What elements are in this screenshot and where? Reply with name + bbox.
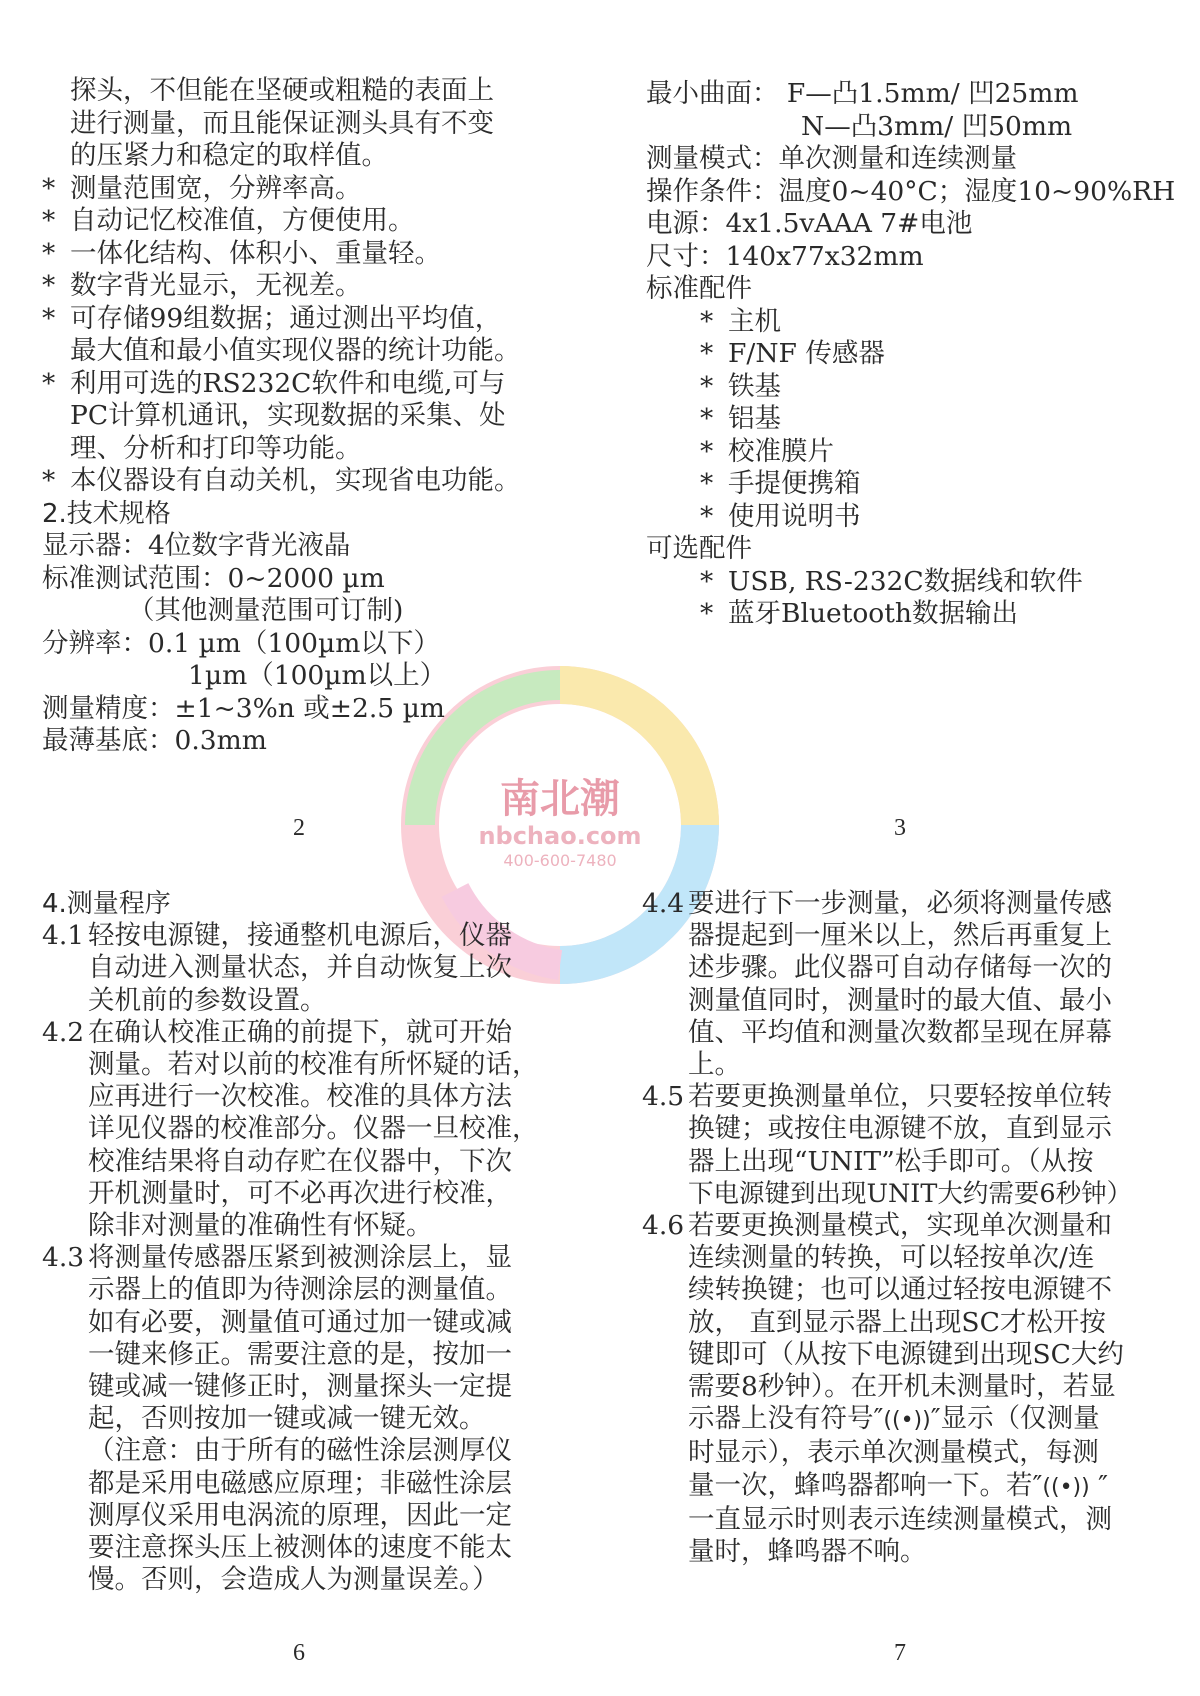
bullet-item <box>42 368 582 466</box>
text-line: 除非对测量的准确性有怀疑。 <box>88 1210 433 1242</box>
spec-line: 最小曲面： F—凸1.5mm/ 凹25mm <box>646 78 1079 109</box>
bullet-mark: * <box>700 598 714 629</box>
bullet-mark: * <box>700 403 714 434</box>
page-2-column <box>42 75 582 758</box>
text-line: 若要更换测量单位，只要轻按单位转 <box>688 1081 1112 1113</box>
bullet-item <box>42 238 582 271</box>
text-fragment: 示器上没有符号″ <box>688 1403 884 1435</box>
spec-line: 最薄基底：0.3mm <box>42 725 267 756</box>
accessory-label: 铝基 <box>728 403 781 434</box>
accessory-label: F/NF 传感器 <box>728 338 885 369</box>
text-line <box>688 1470 1190 1504</box>
text-line: 续转换键；也可以通过轻按电源键不 <box>688 1274 1112 1306</box>
accessory-item <box>700 338 1186 371</box>
svg-text:nbchao.com: nbchao.com <box>478 822 642 850</box>
text-line: 上。 <box>688 1049 741 1081</box>
page-6-column <box>42 888 587 1596</box>
standard-accessories-list <box>646 306 1186 534</box>
text-fragment: ″ <box>1089 1469 1109 1501</box>
text-line: 需要8秒钟）。在开机未测量时，若显 <box>688 1371 1116 1403</box>
page-number: 7 <box>894 1640 906 1666</box>
bullet-mark: * <box>700 500 714 532</box>
procedure-item <box>642 1210 1190 1568</box>
text-line: 时显示），表示单次测量模式，每测 <box>688 1437 1099 1469</box>
page-3-column <box>646 78 1186 631</box>
bullet-mark: * <box>42 367 56 399</box>
bullet-mark: * <box>700 435 714 467</box>
spec-line: 显示器：4位数字背光液晶 <box>42 530 351 561</box>
text-line: PC计算机通讯，实现数据的采集、处 <box>70 400 506 431</box>
item-number: 4.1 <box>42 920 85 952</box>
text-line: 一直显示时则表示连续测量模式，测 <box>688 1503 1112 1535</box>
bullet-mark: * <box>700 370 714 402</box>
item-number: 4.3 <box>42 1242 85 1274</box>
text-line: 详见仪器的校准部分。仪器一旦校准， <box>88 1113 539 1145</box>
text-line: 连续测量的转换，可以轻按单次/连 <box>688 1242 1095 1274</box>
signal-wave-icon: ((•)) <box>883 1408 931 1434</box>
procedure-item <box>42 1242 587 1596</box>
text-line: 自动进入测量状态，并自动恢复上次 <box>88 952 512 984</box>
procedure-item <box>42 1017 587 1242</box>
text-line: 的压紧力和稳定的取样值。 <box>70 140 388 171</box>
page-number: 3 <box>894 815 906 841</box>
accessory-label: 手提便携箱 <box>728 468 861 499</box>
text-line: 理、分析和打印等功能。 <box>70 432 362 464</box>
bullet-mark: * <box>700 565 714 597</box>
spec-line: 分辨率：0.1 µm（100µm以下） <box>42 627 440 659</box>
accessory-label: 校准膜片 <box>728 435 834 467</box>
spec-line: N—凸3mm/ 凹50mm <box>801 110 1073 142</box>
text-line: 值、平均值和测量次数都呈现在屏幕 <box>688 1016 1112 1048</box>
bullet-mark: * <box>42 172 56 204</box>
text-line: 键即可（从按下电源键到出现SC大约 <box>688 1338 1124 1370</box>
text-fragment: ″显示（仅测量 <box>930 1403 1100 1435</box>
text-line: 本仪器设有自动关机，实现省电功能。 <box>70 465 521 496</box>
text-line: 慢。否则，会造成人为测量误差。） <box>88 1564 499 1596</box>
text-line: 数字背光显示，无视差。 <box>70 270 362 301</box>
accessory-item <box>700 501 1186 534</box>
text-line: 可存储99组数据；通过测出平均值， <box>70 302 502 334</box>
text-line: 量时，蜂鸣器不响。 <box>688 1536 927 1568</box>
svg-text:南北潮: 南北潮 <box>500 776 620 822</box>
text-line: 如有必要，测量值可通过加一键或减 <box>88 1306 512 1338</box>
text-line: 关机前的参数设置。 <box>88 984 327 1016</box>
text-line: 述步骤。此仪器可自动存储每一次的 <box>688 952 1112 984</box>
page-number: 2 <box>293 815 305 841</box>
accessory-label: USB, RS-232C数据线和软件 <box>728 565 1083 597</box>
text-line: 键或减一键修正时，测量探头一定提 <box>88 1371 512 1403</box>
page-7-column <box>642 888 1190 1568</box>
text-line: 自动记忆校准值，方便使用。 <box>70 205 415 236</box>
spec-line: 标准测试范围：0~2000 µm <box>42 562 385 594</box>
spec-line: 尺寸：140x77x32mm <box>646 240 924 272</box>
item-number: 4.4 <box>642 888 685 919</box>
text-line: 起，否则按加一键或减一键无效。 <box>88 1403 486 1435</box>
bullet-mark: * <box>700 338 714 369</box>
spec-line: 电源：4x1.5vAAA 7#电池 <box>646 208 973 239</box>
bullet-mark: * <box>42 237 56 269</box>
bullet-item <box>42 173 582 206</box>
section-heading: 2.技术规格 <box>42 498 171 529</box>
bullet-item <box>42 465 582 498</box>
feature-bullets <box>42 173 582 498</box>
text-line: 下电源键到出现UNIT大约需要6秒钟） <box>688 1178 1133 1209</box>
text-line: 测量范围宽，分辨率高。 <box>70 172 362 204</box>
bullet-item <box>42 303 582 368</box>
text-line <box>688 1403 1190 1437</box>
bullet-mark: * <box>42 270 56 301</box>
item-number: 4.5 <box>642 1081 685 1113</box>
accessory-item <box>700 306 1186 339</box>
text-line: 要进行下一步测量，必须将测量传感 <box>688 888 1112 919</box>
spec-line: 测量模式：单次测量和连续测量 <box>646 143 1017 174</box>
text-line: 都是采用电磁感应原理；非磁性涂层 <box>88 1467 512 1499</box>
text-line: 探头，不但能在坚硬或粗糙的表面上 <box>70 75 494 106</box>
text-line: 开机测量时，可不必再次进行校准， <box>88 1177 512 1209</box>
text-line: 利用可选的RS232C软件和电缆,可与 <box>70 367 506 399</box>
text-line: 校准结果将自动存贮在仪器中，下次 <box>88 1145 512 1177</box>
spec-list <box>42 530 582 758</box>
text-line: 将测量传感器压紧到被测涂层上，显 <box>88 1242 512 1274</box>
accessory-label: 蓝牙Bluetooth数据输出 <box>728 598 1018 629</box>
text-line: 最大值和最小值实现仪器的统计功能。 <box>70 335 521 366</box>
bullet-mark: * <box>700 468 714 499</box>
text-line: 器提起到一厘米以上，然后再重复上 <box>688 920 1112 952</box>
bullet-mark: * <box>700 305 714 337</box>
text-line: 测量值同时，测量时的最大值、最小 <box>688 984 1112 1016</box>
item-number: 4.6 <box>642 1210 685 1242</box>
text-line: 在确认校准正确的前提下，就可开始 <box>88 1016 512 1048</box>
bullet-mark: * <box>42 465 56 496</box>
text-line: 要注意探头压上被测体的速度不能太 <box>88 1532 512 1564</box>
procedure-item <box>42 920 587 1017</box>
text-line: 示器上的值即为待测涂层的测量值。 <box>88 1274 512 1306</box>
text-line: 进行测量，而且能保证测头具有不变 <box>70 107 494 139</box>
text-line: 应再进行一次校准。校准的具体方法 <box>88 1081 512 1113</box>
page-2-intro <box>42 75 582 173</box>
text-line: 放， 直到显示器上出现SC才松开按 <box>688 1306 1106 1338</box>
text-line: 一体化结构、体积小、重量轻。 <box>70 237 441 269</box>
accessory-item <box>700 598 1186 631</box>
bullet-item <box>42 205 582 238</box>
text-line: 器上出现“UNIT”松手即可。（从按 <box>688 1145 1094 1177</box>
item-number: 4.2 <box>42 1016 85 1048</box>
text-line: （注意：由于所有的磁性涂层测厚仪 <box>88 1435 512 1467</box>
bullet-mark: * <box>42 302 56 334</box>
text-fragment: 量一次，蜂鸣器都响一下。若″ <box>688 1469 1043 1501</box>
accessory-item <box>700 468 1186 501</box>
spec-line: 测量精度：±1~3%n 或±2.5 µm <box>42 692 445 724</box>
accessory-label: 使用说明书 <box>728 500 861 532</box>
accessory-item <box>700 566 1186 599</box>
text-line: 一键来修正。需要注意的是，按加一 <box>88 1338 512 1370</box>
subsection-heading: 可选配件 <box>646 533 752 564</box>
bullet-item <box>42 270 582 303</box>
text-line: 测量。若对以前的校准有所怀疑的话， <box>88 1049 539 1081</box>
accessory-label: 主机 <box>728 305 781 337</box>
accessory-label: 铁基 <box>728 370 781 402</box>
subsection-heading: 标准配件 <box>646 273 752 304</box>
procedure-item <box>642 888 1190 1081</box>
text-line: 测厚仪采用电涡流的原理，因此一定 <box>88 1499 512 1531</box>
optional-accessories-list <box>646 566 1186 631</box>
procedure-item <box>642 1081 1190 1210</box>
spec-line: 操作条件：温度0~40°C；湿度10~90%RH <box>646 175 1176 207</box>
accessory-item <box>700 436 1186 469</box>
spec-line: 1µm（100µm以上） <box>188 660 447 691</box>
text-line: 若要更换测量模式，实现单次测量和 <box>688 1210 1112 1242</box>
section-heading: 4.测量程序 <box>42 889 171 919</box>
page-number: 6 <box>293 1640 305 1666</box>
signal-wave-icon: ((•)) <box>1042 1474 1090 1500</box>
accessory-item <box>700 403 1186 436</box>
bullet-mark: * <box>42 205 56 236</box>
text-line: 轻按电源键，接通整机电源后，仪器 <box>88 920 512 952</box>
text-line: 换键；或按住电源键不放，直到显示 <box>688 1113 1112 1145</box>
svg-text:400-600-7480: 400-600-7480 <box>503 851 617 870</box>
accessory-item <box>700 371 1186 404</box>
spec-line: （其他测量范围可订制) <box>128 595 404 626</box>
